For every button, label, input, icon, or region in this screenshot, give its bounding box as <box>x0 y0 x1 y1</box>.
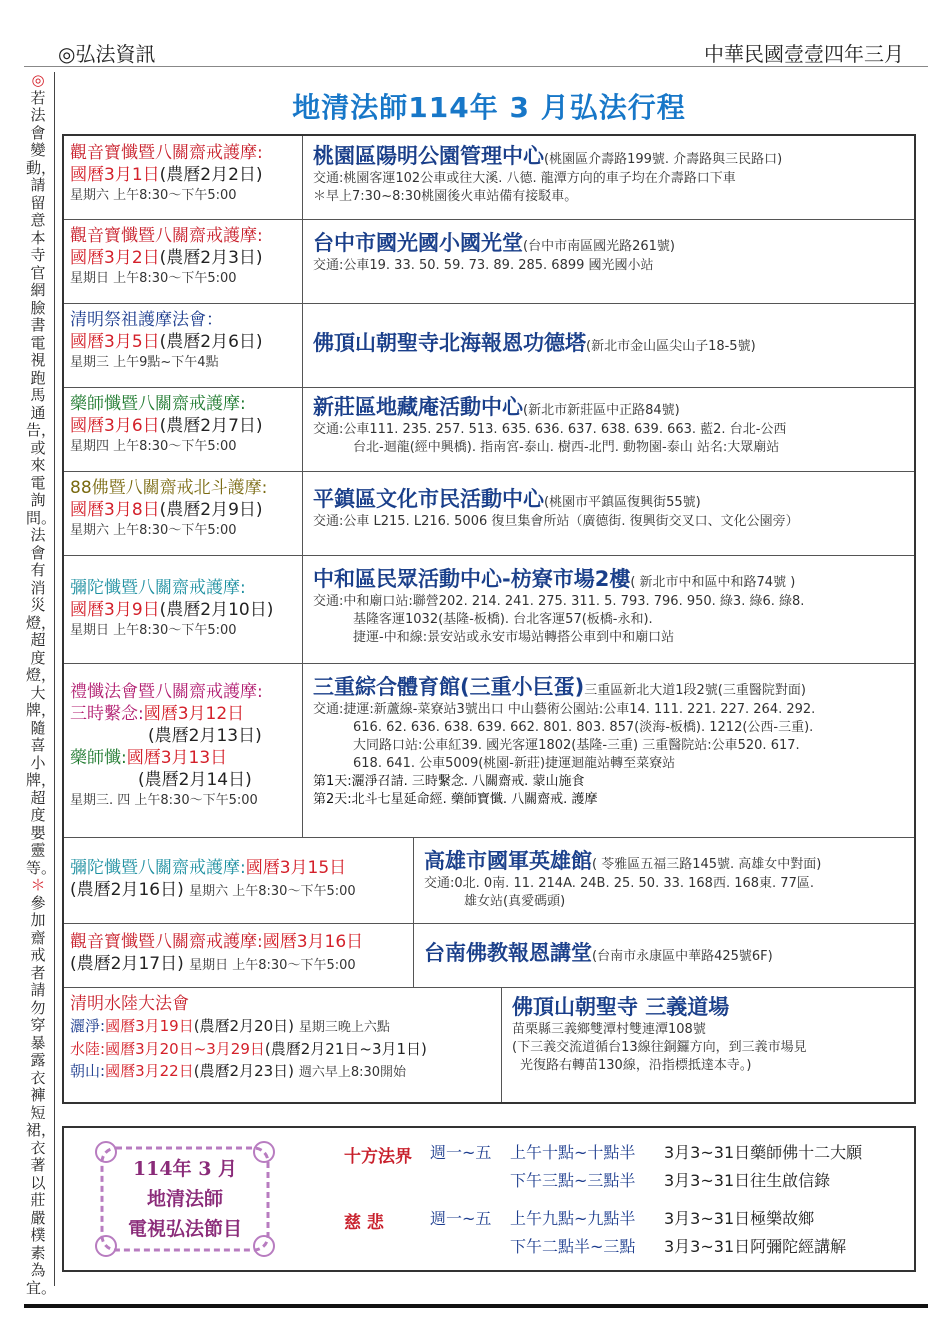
venue-address: ( 苓雅區五福三路145號. 高雄女中對面) <box>592 857 822 872</box>
event-time: 星期三 上午9點~下午4點 <box>70 355 219 370</box>
solar-date: 國曆3月8日 <box>70 500 160 520</box>
sidebar-notice <box>26 71 57 1297</box>
tv-badge <box>92 1138 278 1260</box>
solar-date: 國曆3月9日 <box>70 600 160 620</box>
lunar-date: (農曆2月20日) <box>193 1017 295 1035</box>
event-row <box>64 219 914 304</box>
sub-label: 灑淨: <box>70 1017 106 1035</box>
event-row <box>64 471 914 556</box>
transport-line: 大同路口站:公車紅39. 國光客運1802(基隆-三重) 三重醫院站:公車520. 617. <box>353 738 800 753</box>
program-content: 3月3~31日阿彌陀經講解 <box>664 1237 847 1256</box>
program-content: 3月3~31日藥師佛十二大願 <box>664 1143 863 1162</box>
notice-bullet: ◎ <box>31 71 45 89</box>
event-name: 88佛暨八關齋戒北斗護摩: <box>70 478 268 498</box>
event-info <box>64 219 303 303</box>
event-row <box>64 837 914 924</box>
venue-name: 平鎮區文化市民活動中心 <box>313 487 544 511</box>
sidebar-divider <box>54 72 55 1286</box>
solar-date: 國曆3月5日 <box>70 332 160 352</box>
venue-info <box>303 663 914 837</box>
lunar-date: (農曆2月2日) <box>159 165 263 185</box>
event-name: 彌陀懺暨八關齋戒護摩: <box>70 858 246 878</box>
solar-date: 國曆3月19日 <box>105 1017 194 1035</box>
event-name: 清明水陸大法會 <box>70 994 189 1014</box>
sub-label: 水陸: <box>70 1040 106 1058</box>
solar-date: 國曆3月22日 <box>105 1062 194 1080</box>
venue-name: 三重綜合體育館(三重小巨蛋) <box>313 675 585 699</box>
transport-line: 交通:桃園客運102公車或往大溪. 八德. 龍潭方向的車子均在介壽路口下車 <box>313 171 736 186</box>
event-time: 星期六 上午8:30～下午5:00 <box>70 188 237 203</box>
program-content: 3月3~31日往生啟信錄 <box>664 1171 831 1190</box>
event-info <box>64 923 414 987</box>
venue-address: 苗栗縣三義鄉雙潭村雙連潭108號 <box>512 1022 706 1037</box>
event-row <box>64 303 914 388</box>
channel-name: 慈 悲 <box>344 1213 384 1233</box>
venue-name: 佛頂山朝聖寺北海報恩功德塔 <box>313 331 586 355</box>
event-name: 禮懺法會暨八關齋戒護摩: <box>70 682 263 702</box>
venue-info <box>303 219 914 303</box>
solar-date: 國曆3月13日 <box>126 748 228 768</box>
event-row <box>64 136 914 220</box>
page-title: 地清法師114年 3 月弘法行程 <box>292 91 686 124</box>
event-name: 觀音寶懺暨八關齋戒護摩: <box>70 226 263 246</box>
solar-date: 國曆3月15日 <box>245 858 347 878</box>
badge-line: 地清法師 <box>146 1188 223 1210</box>
transport-line: 雄女站(真愛碼頭) <box>464 894 566 909</box>
schedule-line: 第1天:灑淨召請. 三時繫念. 八關齋戒. 蒙山施食 <box>313 774 585 789</box>
event-row <box>64 663 914 838</box>
sub-label: 朝山: <box>70 1062 106 1080</box>
program-days: 週一~五 <box>430 1209 492 1228</box>
transport-line: 基隆客運1032(基隆-板橋). 台北客運57(板橋-永和). <box>353 612 653 627</box>
venue-info <box>303 136 914 219</box>
venue-name: 新莊區地藏庵活動中心 <box>313 395 523 419</box>
transport-line: 618. 641. 公車5009(桃園-新莊)捷運迴龍站轉至菜寮站 <box>353 756 676 771</box>
event-info <box>64 303 303 387</box>
venue-address: ( 新北市中和區中和路74號 ) <box>630 575 796 590</box>
solar-date: 國曆3月6日 <box>70 416 160 436</box>
event-time: 星期六 上午8:30～下午5:00 <box>189 884 356 899</box>
transport-line: 交通:公車 L215. L216. 5006 復旦集會所站（廣德街. 復興街交叉口、文化公園旁） <box>313 514 799 529</box>
footer-rule <box>24 1304 928 1308</box>
solar-date: 國曆3月20日~3月29日 <box>105 1040 265 1058</box>
lunar-date: (農曆2月17日) <box>70 954 184 974</box>
sub-label: 三時繫念: <box>70 704 144 724</box>
event-info <box>64 471 303 555</box>
schedule-table <box>62 134 916 1104</box>
event-name: 彌陀懺暨八關齋戒護摩: <box>70 578 246 598</box>
event-info <box>64 987 502 1102</box>
venue-address: (新北市金山區尖山子18-5號) <box>586 339 756 354</box>
event-info <box>64 663 303 837</box>
event-row <box>64 555 914 664</box>
venue-address: (新北市新莊區中正路84號) <box>523 403 680 418</box>
lunar-date: (農曆2月23日) <box>193 1062 295 1080</box>
venue-address: 三重區新北大道1段2號(三重醫院對面) <box>584 683 806 698</box>
section-label: ◎弘法資訊 <box>58 42 156 66</box>
event-time: 星期日 上午8:30～下午5:00 <box>70 271 237 286</box>
venue-info <box>303 555 914 663</box>
lunar-date: (農曆2月16日) <box>70 880 184 900</box>
event-name: 藥師懺暨八關齋戒護摩: <box>70 394 246 414</box>
program-content: 3月3~31日極樂故鄉 <box>664 1209 815 1228</box>
issue-date: 中華民國壹壹四年三月 <box>704 42 904 66</box>
venue-info <box>414 923 914 987</box>
transport-line: 交通:公車19. 33. 50. 59. 73. 89. 285. 6899 國光國小站 <box>313 258 654 273</box>
sub-label: 藥師懺: <box>70 748 127 768</box>
event-note: 星期三晚上六點 <box>298 1020 390 1035</box>
venue-name: 中和區民眾活動中心-枋寮市場2樓 <box>313 567 631 591</box>
event-time: 星期日 上午8:30～下午5:00 <box>189 958 356 973</box>
badge-line: 電視弘法節目 <box>127 1218 242 1240</box>
transport-line: ＊早上7:30~8:30桃園後火車站備有接駁車。 <box>313 189 578 204</box>
notice-text-2: 參加齋戒者請勿穿暴露衣褲短裙，衣著以莊嚴樸素為宜。 <box>26 893 57 1297</box>
event-name: 觀音寶懺暨八關齋戒護摩: <box>70 143 263 163</box>
event-info <box>64 136 303 219</box>
event-name: 觀音寶懺暨八關齋戒護摩: <box>70 932 263 952</box>
transport-line: 交通:捷運:新蘆線-菜寮站3號出口 中山藝術公園站:公車14. 111. 221. 227. 264. 292. <box>313 702 816 717</box>
lunar-date: (農曆2月7日) <box>159 416 263 436</box>
transport-line: 616. 62. 636. 638. 639. 662. 801. 803. 857(淡海-板橋). 1212(公西-三重). <box>353 720 814 735</box>
event-time: 星期四 上午8:30～下午5:00 <box>70 439 237 454</box>
schedule-line: 第2天:北斗七星延命經. 藥師寶懺. 八關齋戒. 護摩 <box>313 792 598 807</box>
transport-line: 交通:中和廟口站:聯營202. 214. 241. 275. 311. 5. 793. 796. 950. 綠3. 綠6. 綠8. <box>313 594 805 609</box>
venue-info <box>303 471 914 555</box>
channel-name: 十方法界 <box>344 1147 412 1167</box>
transport-line: 光復路右轉苗130線，沿指標抵達本寺。) <box>520 1058 752 1073</box>
venue-info <box>414 837 914 923</box>
program-time: 下午三點~三點半 <box>510 1171 636 1190</box>
notice-star: ＊ <box>30 876 46 894</box>
program-time: 上午十點~十點半 <box>510 1143 636 1162</box>
event-row <box>64 387 914 472</box>
transport-line: 捷運-中和線:景安站或永安市場站轉搭公車到中和廟口站 <box>353 630 675 645</box>
event-name: 清明祭祖護摩法會： <box>70 310 223 330</box>
venue-name: 台中市國光國小國光堂 <box>313 231 523 255</box>
event-info <box>64 387 303 471</box>
event-row <box>64 987 914 1102</box>
header-divider <box>24 66 928 67</box>
event-info <box>64 837 414 923</box>
lunar-date: (農曆2月10日) <box>159 600 274 620</box>
venue-address: (台中市南區國光路261號) <box>523 239 675 254</box>
lunar-date: (農曆2月6日) <box>159 332 263 352</box>
solar-date: 國曆3月12日 <box>143 704 245 724</box>
venue-info <box>303 303 914 387</box>
venue-address: (桃園市平鎮區復興街55號) <box>544 495 701 510</box>
badge-line: 114年 3 月 <box>132 1158 238 1180</box>
solar-date: 國曆3月16日 <box>262 932 364 952</box>
transport-line: 交通:0北. 0南. 11. 214A. 24B. 25. 50. 33. 168西. 168東. 77區. <box>424 876 814 891</box>
event-row <box>64 923 914 988</box>
lunar-date: (農曆2月21日~3月1日) <box>264 1040 427 1058</box>
venue-address: (台南市永康區中華路425號6F) <box>592 949 773 964</box>
program-time: 下午二點半~三點 <box>510 1237 636 1256</box>
event-info <box>64 555 303 663</box>
lunar-date: (農曆2月9日) <box>159 500 263 520</box>
tv-program-box <box>62 1126 916 1272</box>
venue-info <box>502 987 914 1102</box>
transport-line: 台北-迴龍(經中興橋). 指南宮-泰山. 樹西-北門. 動物園-泰山 站名:大眾廟站 <box>353 440 780 455</box>
transport-line: 交通:公車111. 235. 257. 513. 635. 636. 637. 638. 639. 663. 藍2. 台北-公西 <box>313 422 787 437</box>
venue-name: 台南佛教報恩講堂 <box>424 941 592 965</box>
event-time: 星期日 上午8:30～下午5:00 <box>70 623 237 638</box>
lunar-date: (農曆2月3日) <box>159 248 263 268</box>
solar-date: 國曆3月1日 <box>70 165 160 185</box>
venue-name: 高雄市國軍英雄館 <box>424 849 592 873</box>
venue-address: (桃園區介壽路199號. 介壽路與三民路口) <box>544 152 783 167</box>
venue-name: 佛頂山朝聖寺 三義道場 <box>512 995 730 1019</box>
transport-line: (下三義交流道循台13線往銅鑼方向，到三義市場見 <box>512 1040 807 1055</box>
lunar-date: (農曆2月13日) <box>148 726 262 746</box>
notice-text: 若法會變動，請留意本寺官網臉書電視跑馬通告，或來電詢問。法會有消災燈，超度燈，大牌，隨喜小牌，超度嬰靈等。 <box>26 88 57 877</box>
event-time: 星期六 上午8:30～下午5:00 <box>70 523 237 538</box>
program-days: 週一~五 <box>430 1143 492 1162</box>
solar-date: 國曆3月2日 <box>70 248 160 268</box>
venue-name: 桃園區陽明公園管理中心 <box>313 144 544 168</box>
venue-info <box>303 387 914 471</box>
program-time: 上午九點~九點半 <box>510 1209 636 1228</box>
event-time: 星期三. 四 上午8:30～下午5:00 <box>70 793 258 808</box>
event-note: 週六早上8:30開始 <box>298 1065 407 1080</box>
lunar-date: (農曆2月14日) <box>138 770 252 790</box>
